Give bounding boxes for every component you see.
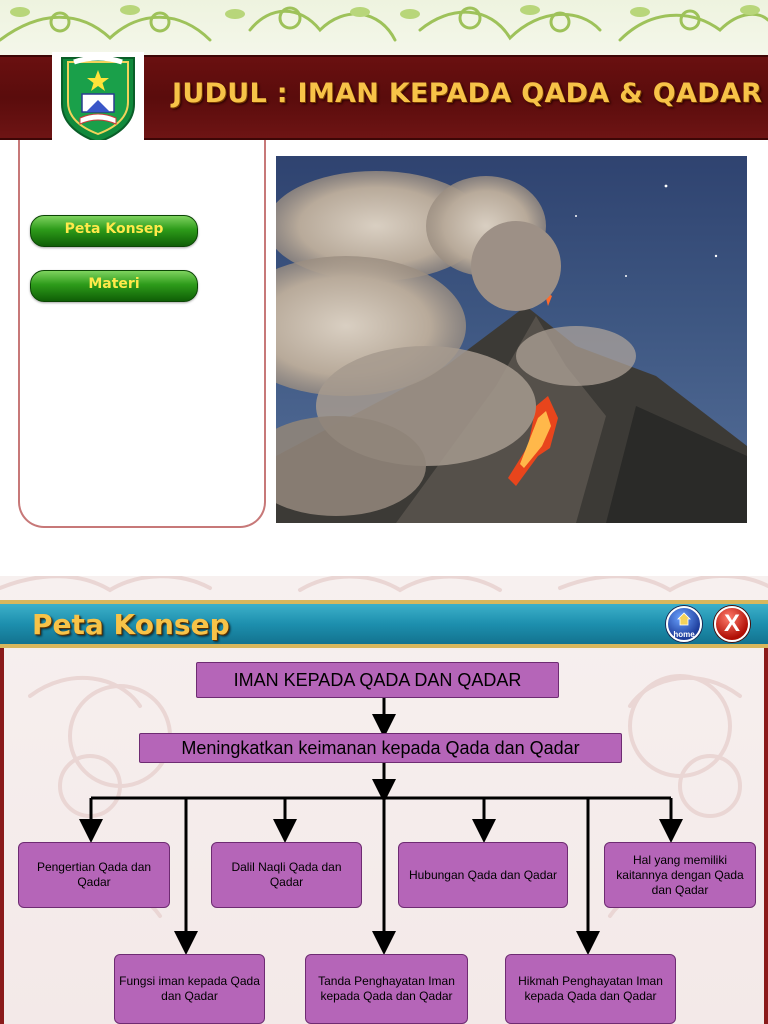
concept-level1-box: Meningkatkan keimanan kepada Qada dan Qadar	[139, 733, 622, 763]
volcano-eruption-image	[276, 156, 747, 523]
concept-root-box: IMAN KEPADA QADA DAN QADAR	[196, 662, 559, 698]
peta-konsep-button[interactable]: Peta Konsep	[30, 215, 198, 247]
slide-title: JUDUL : IMAN KEPADA QADA & QADAR	[172, 78, 763, 109]
materi-button[interactable]: Materi	[30, 270, 198, 302]
concept-box-fungsi: Fungsi iman kepada Qada dan Qadar	[114, 954, 265, 1024]
school-emblem-icon	[52, 52, 144, 144]
close-icon: X	[723, 610, 740, 637]
floral-border	[0, 0, 768, 56]
slide-title: Peta Konsep	[32, 608, 230, 641]
menu-panel	[18, 140, 266, 528]
concept-box-tanda: Tanda Penghayatan Iman kepada Qada dan Qadar	[305, 954, 468, 1024]
home-label: home	[673, 630, 695, 639]
concept-box-dalil: Dalil Naqli Qada dan Qadar	[211, 842, 362, 908]
concept-box-hikmah: Hikmah Penghayatan Iman kepada Qada dan Qadar	[505, 954, 676, 1024]
concept-box-pengertian: Pengertian Qada dan Qadar	[18, 842, 170, 908]
concept-map-slide	[0, 576, 768, 1024]
concept-box-hal: Hal yang memiliki kaitannya dengan Qada dan Qadar	[604, 842, 756, 908]
concept-box-hubungan: Hubungan Qada dan Qadar	[398, 842, 568, 908]
